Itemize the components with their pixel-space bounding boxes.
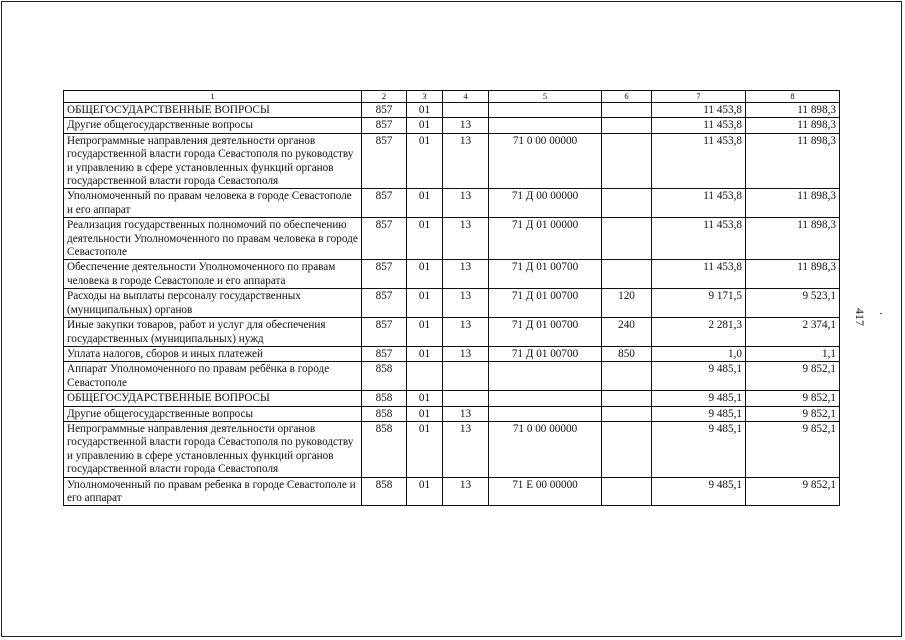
cell-csr: 71 0 00 00000: [489, 133, 602, 189]
cell-ved: 858: [362, 391, 407, 406]
row-name: Расходы на выплаты персоналу государственных (муниципальных) органов: [64, 289, 362, 318]
cell-sum-2: 9 852,1: [746, 406, 840, 421]
cell-sum-1: 9 485,1: [652, 477, 746, 506]
cell-vr: [602, 477, 652, 506]
cell-ved: 857: [362, 260, 407, 289]
cell-pr: 13: [443, 289, 489, 318]
cell-sum-1: 11 453,8: [652, 218, 746, 260]
table-row: [64, 218, 840, 260]
cell-vr: [602, 133, 652, 189]
cell-rz: 01: [407, 103, 443, 118]
cell-csr: [489, 118, 602, 133]
cell-vr: [602, 391, 652, 406]
cell-pr: 13: [443, 346, 489, 361]
cell-rz: 01: [407, 406, 443, 421]
table-row: [64, 421, 840, 477]
header-cell: 2: [362, 91, 407, 103]
cell-vr: 850: [602, 346, 652, 361]
cell-sum-2: 9 852,1: [746, 477, 840, 506]
cell-ved: 857: [362, 218, 407, 260]
cell-pr: 13: [443, 406, 489, 421]
cell-csr: [489, 406, 602, 421]
cell-sum-1: 9 485,1: [652, 406, 746, 421]
cell-rz: 01: [407, 318, 443, 347]
cell-rz: 01: [407, 133, 443, 189]
table-row: [64, 133, 840, 189]
cell-sum-2: 11 898,3: [746, 189, 840, 218]
row-name: Непрограммные направления деятельности органов государственной власти города Севастополя по руководству и управлению в сфере установленных функций органов государственной власти города Севастополя: [64, 133, 362, 189]
cell-ved: 857: [362, 103, 407, 118]
cell-vr: 240: [602, 318, 652, 347]
table-row: [64, 362, 840, 391]
cell-csr: 71 Д 01 00000: [489, 218, 602, 260]
cell-sum-1: 11 453,8: [652, 260, 746, 289]
row-name: Другие общегосударственные вопросы: [64, 406, 362, 421]
row-name: ОБЩЕГОСУДАРСТВЕННЫЕ ВОПРОСЫ: [64, 103, 362, 118]
header-row: [64, 91, 840, 103]
row-name: Уплата налогов, сборов и иных платежей: [64, 346, 362, 361]
cell-vr: [602, 406, 652, 421]
scan-speck: [880, 313, 882, 314]
cell-pr: 13: [443, 260, 489, 289]
cell-sum-2: 11 898,3: [746, 103, 840, 118]
cell-csr: 71 Д 01 00700: [489, 346, 602, 361]
header-cell: 1: [64, 91, 362, 103]
cell-sum-1: 9 171,5: [652, 289, 746, 318]
cell-vr: 120: [602, 289, 652, 318]
cell-rz: 01: [407, 391, 443, 406]
cell-sum-1: 9 485,1: [652, 421, 746, 477]
cell-sum-2: 11 898,3: [746, 118, 840, 133]
cell-sum-2: 9 852,1: [746, 391, 840, 406]
header-cell: 7: [652, 91, 746, 103]
cell-sum-1: 2 281,3: [652, 318, 746, 347]
cell-pr: 13: [443, 133, 489, 189]
cell-rz: 01: [407, 421, 443, 477]
cell-ved: 857: [362, 133, 407, 189]
cell-ved: 858: [362, 406, 407, 421]
cell-rz: [407, 362, 443, 391]
table-row: [64, 318, 840, 347]
row-name: Другие общегосударственные вопросы: [64, 118, 362, 133]
cell-ved: 858: [362, 362, 407, 391]
cell-ved: 858: [362, 477, 407, 506]
cell-csr: 71 Д 01 00700: [489, 318, 602, 347]
cell-csr: 71 0 00 00000: [489, 421, 602, 477]
cell-ved: 857: [362, 318, 407, 347]
cell-pr: 13: [443, 477, 489, 506]
table-row: [64, 391, 840, 406]
header-cell: 3: [407, 91, 443, 103]
cell-sum-2: 11 898,3: [746, 133, 840, 189]
cell-pr: 13: [443, 318, 489, 347]
cell-sum-1: 11 453,8: [652, 133, 746, 189]
cell-csr: 71 Е 00 00000: [489, 477, 602, 506]
cell-pr: 13: [443, 421, 489, 477]
cell-csr: 71 Д 00 00000: [489, 189, 602, 218]
cell-rz: 01: [407, 218, 443, 260]
row-name: Непрограммные направления деятельности органов государственной власти города Севастополя по руководству и управлению в сфере установленных функций органов государственной власти города Севастополя: [64, 421, 362, 477]
cell-sum-2: 1,1: [746, 346, 840, 361]
table-row: [64, 289, 840, 318]
cell-ved: 857: [362, 289, 407, 318]
cell-sum-2: 2 374,1: [746, 318, 840, 347]
cell-sum-1: 9 485,1: [652, 362, 746, 391]
row-name: Аппарат Уполномоченного по правам ребёнка в городе Севастополе: [64, 362, 362, 391]
cell-vr: [602, 421, 652, 477]
cell-sum-2: 9 852,1: [746, 421, 840, 477]
cell-sum-2: 9 523,1: [746, 289, 840, 318]
cell-pr: 13: [443, 189, 489, 218]
cell-vr: [602, 362, 652, 391]
cell-pr: 13: [443, 118, 489, 133]
cell-vr: [602, 260, 652, 289]
cell-sum-1: 9 485,1: [652, 391, 746, 406]
cell-rz: 01: [407, 346, 443, 361]
cell-pr: [443, 103, 489, 118]
cell-sum-1: 11 453,8: [652, 103, 746, 118]
row-name: Уполномоченный по правам человека в городе Севастополе и его аппарат: [64, 189, 362, 218]
header-cell: 6: [602, 91, 652, 103]
cell-pr: [443, 391, 489, 406]
table-row: [64, 118, 840, 133]
cell-csr: [489, 103, 602, 118]
row-name: Обеспечение деятельности Уполномоченного по правам человека в городе Севастополе и его аппарата: [64, 260, 362, 289]
cell-csr: 71 Д 01 00700: [489, 289, 602, 318]
cell-rz: 01: [407, 118, 443, 133]
cell-rz: 01: [407, 260, 443, 289]
cell-sum-2: 11 898,3: [746, 260, 840, 289]
cell-pr: [443, 362, 489, 391]
cell-sum-2: 11 898,3: [746, 218, 840, 260]
row-name: Иные закупки товаров, работ и услуг для обеспечения государственных (муниципальных) нужд: [64, 318, 362, 347]
table-row: [64, 346, 840, 361]
cell-sum-1: 11 453,8: [652, 189, 746, 218]
cell-rz: 01: [407, 477, 443, 506]
header-cell: 4: [443, 91, 489, 103]
cell-csr: [489, 362, 602, 391]
table-row: [64, 260, 840, 289]
cell-ved: 857: [362, 189, 407, 218]
cell-csr: [489, 391, 602, 406]
budget-table: [63, 90, 840, 506]
table-row: [64, 189, 840, 218]
row-name: Уполномоченный по правам ребенка в городе Севастополе и его аппарат: [64, 477, 362, 506]
cell-rz: 01: [407, 189, 443, 218]
header-cell: 5: [489, 91, 602, 103]
cell-csr: 71 Д 01 00700: [489, 260, 602, 289]
cell-sum-1: 11 453,8: [652, 118, 746, 133]
header-cell: 8: [746, 91, 840, 103]
cell-pr: 13: [443, 218, 489, 260]
cell-sum-1: 1,0: [652, 346, 746, 361]
row-name: ОБЩЕГОСУДАРСТВЕННЫЕ ВОПРОСЫ: [64, 391, 362, 406]
table-row: [64, 477, 840, 506]
cell-vr: [602, 189, 652, 218]
cell-vr: [602, 103, 652, 118]
cell-vr: [602, 218, 652, 260]
cell-ved: 858: [362, 421, 407, 477]
cell-rz: 01: [407, 289, 443, 318]
row-name: Реализация государственных полномочий по обеспечению деятельности Уполномоченного по правам человека в городе Севастополе: [64, 218, 362, 260]
cell-ved: 857: [362, 118, 407, 133]
cell-ved: 857: [362, 346, 407, 361]
table-row: [64, 103, 840, 118]
cell-vr: [602, 118, 652, 133]
table-row: [64, 406, 840, 421]
cell-sum-2: 9 852,1: [746, 362, 840, 391]
page-number: 417: [853, 308, 867, 326]
